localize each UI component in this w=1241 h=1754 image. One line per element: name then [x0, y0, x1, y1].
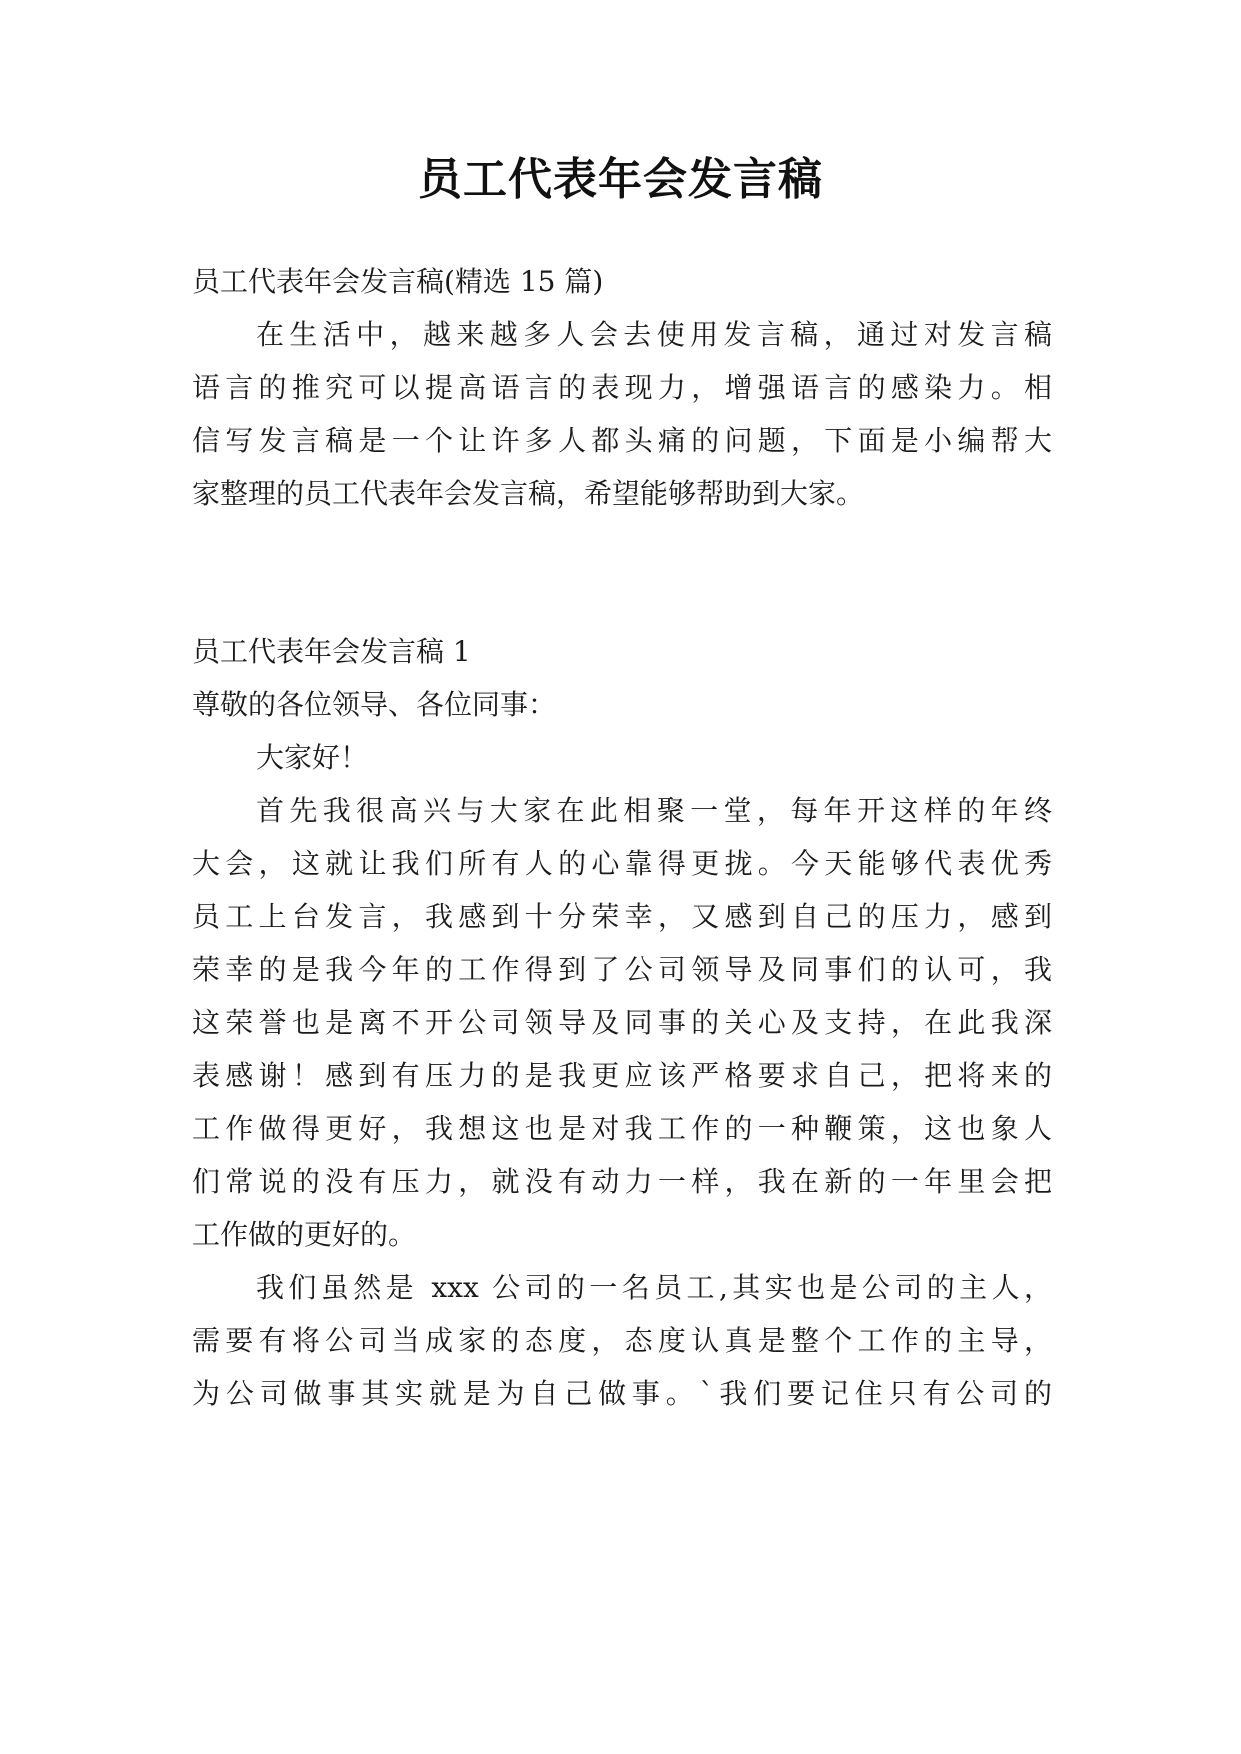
paragraph-line: 荣幸的是我今年的工作得到了公司领导及同事们的认可，我	[192, 953, 1052, 986]
paragraph-line: 需要有将公司当成家的态度，态度认真是整个工作的主导，	[192, 1324, 1052, 1357]
intro-line: 语言的推究可以提高语言的表现力，增强语言的感染力。相	[192, 371, 1052, 404]
intro-line: 信写发言稿是一个让许多人都头痛的问题，下面是小编帮大	[192, 424, 1052, 457]
greeting: 大家好！	[256, 741, 369, 774]
intro-line: 在生活中，越来越多人会去使用发言稿，通过对发言稿	[256, 318, 1052, 351]
paragraph-line: 们常说的没有压力，就没有动力一样，我在新的一年里会把	[192, 1165, 1052, 1198]
paragraph-line: 表感谢！感到有压力的是我更应该严格要求自己，把将来的	[192, 1059, 1052, 1092]
paragraph-line: 员工上台发言，我感到十分荣幸，又感到自己的压力，感到	[192, 900, 1052, 933]
document-title: 员工代表年会发言稿	[418, 154, 823, 205]
paragraph-line: 工作做的更好的。	[192, 1218, 417, 1251]
document-subtitle: 员工代表年会发言稿(精选 15 篇)	[192, 265, 604, 298]
section-heading: 员工代表年会发言稿 1	[192, 635, 471, 668]
paragraph-line: 大会，这就让我们所有人的心靠得更拢。今天能够代表优秀	[192, 847, 1052, 880]
paragraph-line: 工作做得更好，我想这也是对我工作的一种鞭策，这也象人	[192, 1112, 1052, 1145]
paragraph-line: 我们虽然是 xxx 公司的一名员工,其实也是公司的主人，	[256, 1271, 1052, 1304]
intro-line: 家整理的员工代表年会发言稿，希望能够帮助到大家。	[192, 477, 865, 510]
paragraph-line: 首先我很高兴与大家在此相聚一堂，每年开这样的年终	[256, 794, 1052, 827]
salutation: 尊敬的各位领导、各位同事：	[192, 688, 557, 721]
paragraph-line: 这荣誉也是离不开公司领导及同事的关心及支持，在此我深	[192, 1006, 1052, 1039]
paragraph-line: 为公司做事其实就是为自己做事。`我们要记住只有公司的	[192, 1377, 1052, 1410]
